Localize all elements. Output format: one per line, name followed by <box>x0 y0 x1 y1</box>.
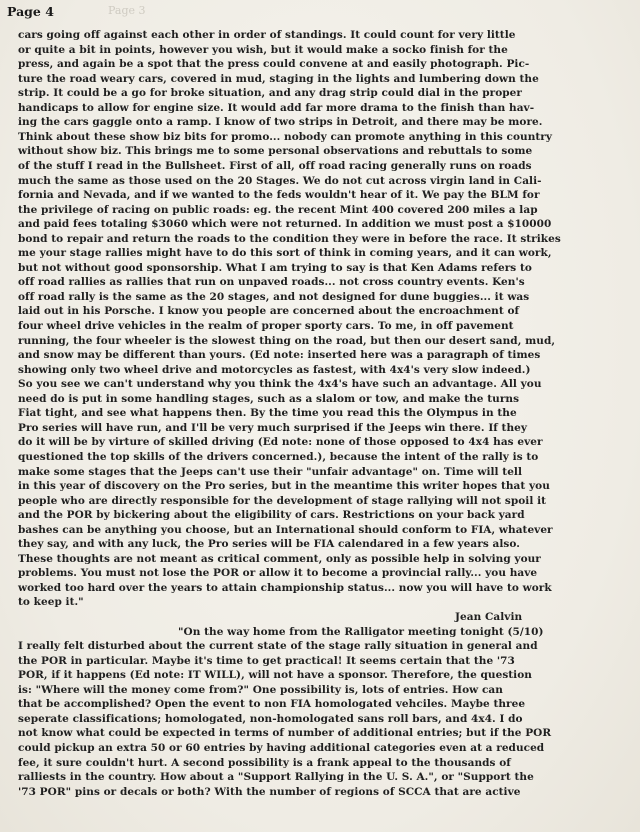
text-line: cars going off against each other in order of standings. It could count for very little <box>18 29 516 41</box>
text-line: showing only two wheel drive and motorcycles as fastest, with 4x4's very slow indeed.) <box>18 363 531 376</box>
text-line: without show biz. This brings me to some personal observations and rebuttals to some <box>18 145 533 158</box>
text-line: four wheel drive vehicles in the realm of proper sporty cars. To me, in off pavement <box>18 320 514 332</box>
text-line: ture the road weary cars, covered in mud, staging in the lights and lumbering down the <box>18 72 539 85</box>
text-line: ing the cars gaggle onto a ramp. I know of two strips in Detroit, and there may be more. <box>18 116 543 129</box>
text-line: the POR in particular. Maybe it's time to get practical! It seems certain that the '73 <box>18 654 515 667</box>
text-line: off road rally is the same as the 20 stages, and not designed for dune buggies... it was <box>18 290 530 303</box>
text-line: Pro series will have run, and I'll be very much surprised if the Jeeps win there. If they <box>18 421 528 434</box>
text-line: make some stages that the Jeeps can't use their "unfair advantage" on. Time will tell <box>18 465 522 478</box>
text-line: is: "Where will the money come from?" One possibility is, lots of entries. How can <box>18 683 503 696</box>
text-line: Think about these show biz bits for promo... nobody can promote anything in this country <box>18 130 553 143</box>
text-line: These thoughts are not meant as critical comment, only as possible help in solving your <box>18 552 541 565</box>
text-line: Fiat tight, and see what happens then. By the time you read this the Olympus in the <box>18 407 517 420</box>
text-line: of the stuff I read in the Bullsheet. First of all, off road racing generally runs on roads <box>18 159 532 172</box>
text-line: the privilege of racing on public roads: eg. the recent Mint 400 covered 200 miles a lap <box>18 203 538 216</box>
bleed-through-text: Page 3 <box>108 4 146 17</box>
text-line: POR, if it happens (Ed note: IT WILL), will not have a sponsor. Therefore, the question <box>18 669 532 682</box>
text-line: laid out in his Porsche. I know you people are concerned about the encroachment of <box>18 305 520 318</box>
text-line: in this year of discovery on the Pro series, but in the meantime this writer hopes that you <box>18 480 550 493</box>
text-line: I really felt disturbed about the current state of the stage rally situation in general and <box>18 640 538 653</box>
text-line: bashes can be anything you choose, but an International should conform to FIA, whatever <box>18 523 553 536</box>
text-line: worked too hard over the years to attain championship status... now you will have to work <box>18 581 552 594</box>
text-line: running, the four wheeler is the slowest thing on the road, but then our desert sand, mud, <box>18 334 556 347</box>
text-line: could pickup an extra 50 or 60 entries by having additional categories even at a reduced <box>18 741 545 754</box>
text-line: strip. It could be a go for broke situation, and any drag strip could dial in the proper <box>18 87 522 100</box>
text-line: do it will be by virture of skilled driving (Ed note: none of those opposed to 4x4 has ever <box>18 436 543 449</box>
text-line: handicaps to allow for engine size. It would add far more drama to the finish than hav- <box>18 101 535 114</box>
text-line: but not without good sponsorship. What I am trying to say is that Ken Adams refers to <box>18 261 532 274</box>
text-line: Jean Calvin <box>455 611 523 623</box>
text-line: and the POR by bickering about the eligibility of cars. Restrictions on your back yard <box>18 509 525 522</box>
text-line: and paid fees totaling $3060 which were not returned. In addition we must post a $10000 <box>18 218 552 231</box>
text-line: off road rallies as rallies that run on unpaved roads... not cross country events. Ken's <box>18 276 525 289</box>
text-line: fee, it sure couldn't hurt. A second possibility is a frank appeal to the thousands of <box>18 756 511 769</box>
text-line: me your stage rallies might have to do this sort of think in coming years, and it can work, <box>18 247 552 260</box>
text-line: seperate classifications; homologated, non-homologated sans roll bars, and 4x4. I do <box>18 712 523 725</box>
text-line: '73 POR" pins or decals or both? With the number of regions of SCCA that are active <box>18 785 521 798</box>
text-line: they say, and with any luck, the Pro series will be FIA calendared in a few years also. <box>18 538 520 551</box>
text-line: So you see we can't understand why you think the 4x4's have such an advantage. All you <box>18 378 542 391</box>
text-line: problems. You must not lose the POR or allow it to become a provincial rally... you have <box>18 567 538 580</box>
text-line: fornia and Nevada, and if we wanted to the feds wouldn't hear of it. We pay the BLM for <box>18 189 540 202</box>
text-line: not know what could be expected in terms of number of additional entries; but if the POR <box>18 727 552 740</box>
text-line: bond to repair and return the roads to the condition they were in before the race. It strikes <box>18 232 561 245</box>
text-line: questioned the top skills of the drivers concerned.), because the intent of the rally is to <box>18 450 539 463</box>
text-line: or quite a bit in points, however you wish, but it would make a socko finish for the <box>18 43 508 56</box>
text-line: to keep it." <box>18 596 84 609</box>
text-line: and snow may be different than yours. (Ed note: inserted here was a paragraph of times <box>18 349 541 362</box>
text-line: that be accomplished? Open the event to non FIA homologated vehciles. Maybe three <box>18 698 526 711</box>
text-line: ralliests in the country. How about a "Support Rallying in the U. S. A.", or "Support the <box>18 771 534 784</box>
text-line: need do is put in some handling stages, such as a slalom or tow, and make the turns <box>18 392 520 405</box>
page-number: Page 4 <box>7 4 54 19</box>
text-line: people who are directly responsible for the development of stage rallying will not spoil it <box>18 494 547 507</box>
text-line: much the same as those used on the 20 Stages. We do not cut across virgin land in Cali- <box>18 174 542 187</box>
text-line: press, and again be a spot that the press could convene at and easily photograph. Pic- <box>18 58 530 71</box>
text-line: "On the way home from the Ralligator meeting tonight (5/10) <box>178 625 544 638</box>
